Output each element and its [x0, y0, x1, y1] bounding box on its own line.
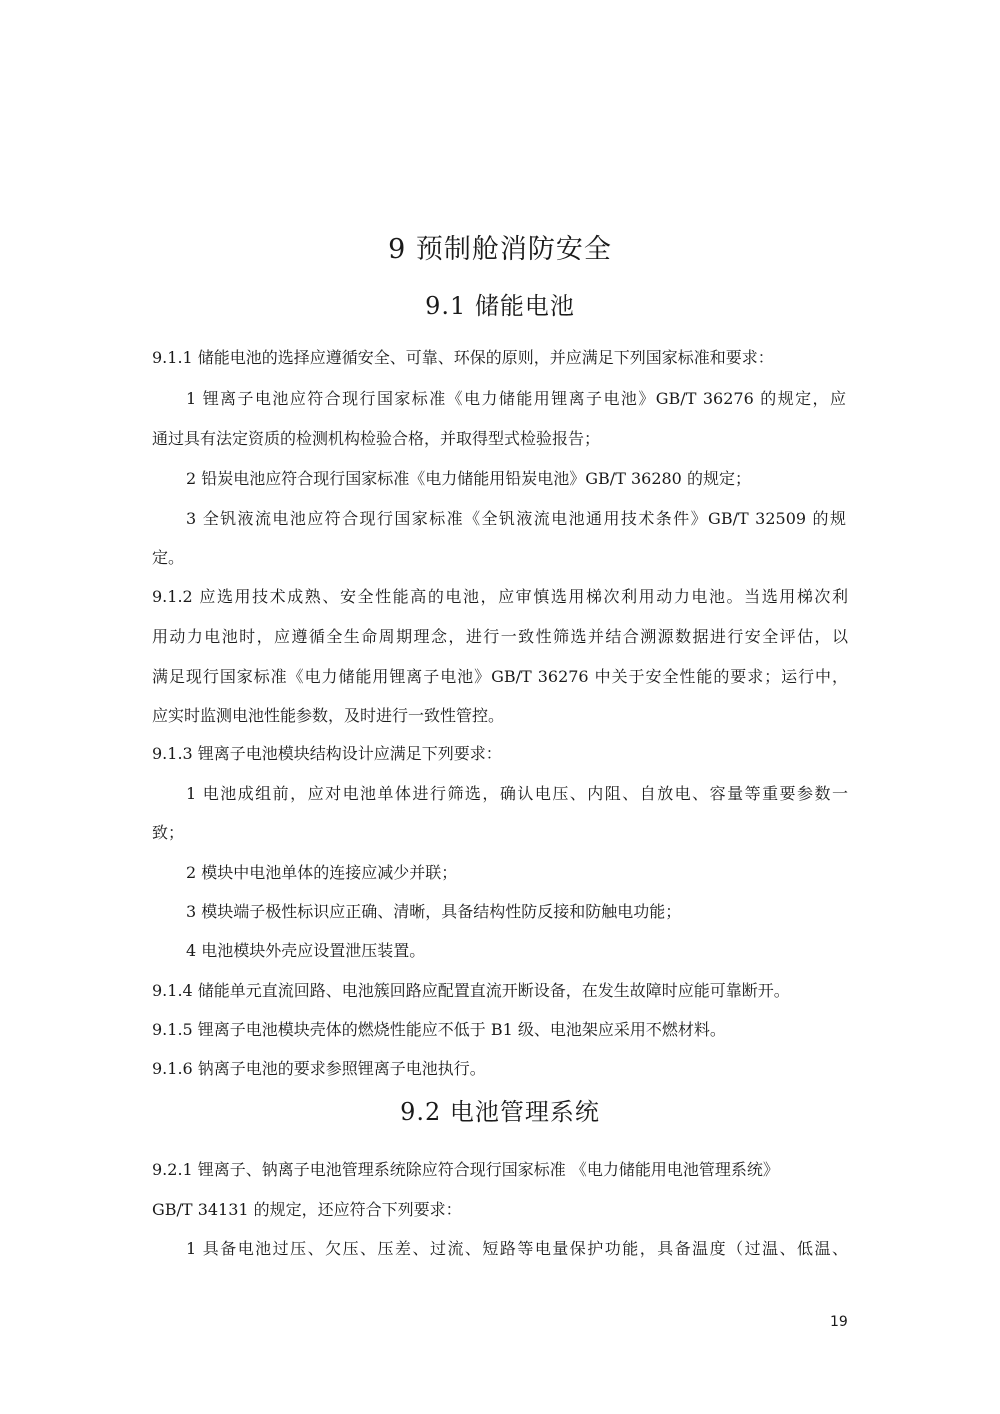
section-title-9-1: 9.1 储能电池 — [425, 292, 575, 320]
page-number: 19 — [830, 1314, 848, 1330]
clause-9-1-1: 9.1.1 储能电池的选择应遵循安全、可靠、环保的原则，并应满足下列国家标准和要求： — [152, 348, 774, 367]
item-9-1-1-3: 3 全钒液流电池应符合现行国家标准《全钒液流电池通用技术条件》GB/T 32509 的规 — [186, 509, 846, 528]
item-9-2-1-1: 1 具备电池过压、欠压、压差、过流、短路等电量保护功能，具备温度（过温、低温、 — [186, 1239, 848, 1258]
item-9-1-1-2: 2 铅炭电池应符合现行国家标准《电力储能用铅炭电池》GB/T 36280 的规定； — [186, 469, 751, 488]
section-title-9-2: 9.2 电池管理系统 — [400, 1098, 600, 1126]
clause-9-1-2-line-4: 应实时监测电池性能参数，及时进行一致性管控。 — [152, 706, 505, 725]
item-9-1-3-1-continued: 致； — [152, 823, 185, 842]
item-9-1-3-1: 1 电池成组前，应对电池单体进行筛选，确认电压、内阻、自放电、容量等重要参数一 — [186, 784, 848, 803]
item-9-1-1-3-continued: 定。 — [152, 548, 185, 567]
item-9-1-3-4: 4 电池模块外壳应设置泄压装置。 — [186, 941, 426, 960]
clause-9-1-2: 9.1.2 应选用技术成熟、安全性能高的电池，应审慎选用梯次利用动力电池。当选用梯次利 — [152, 587, 848, 606]
item-9-1-1-1: 1 锂离子电池应符合现行国家标准《电力储能用锂离子电池》GB/T 36276 的规定，应 — [186, 389, 846, 408]
clause-9-1-3: 9.1.3 锂离子电池模块结构设计应满足下列要求： — [152, 744, 502, 763]
chapter-title: 9 预制舱消防安全 — [388, 234, 612, 265]
clause-9-1-6: 9.1.6 钠离子电池的要求参照锂离子电池执行。 — [152, 1059, 486, 1078]
clause-9-1-2-line-2: 用动力电池时，应遵循全生命周期理念，进行一致性筛选并结合溯源数据进行安全评估，以 — [152, 627, 848, 646]
clause-9-1-4: 9.1.4 储能单元直流回路、电池簇回路应配置直流开断设备，在发生故障时应能可靠断开。 — [152, 981, 790, 1000]
clause-9-2-1-continued: GB/T 34131 的规定，还应符合下列要求： — [152, 1200, 462, 1219]
item-9-1-3-3: 3 模块端子极性标识应正确、清晰，具备结构性防反接和防触电功能； — [186, 902, 682, 921]
item-9-1-3-2: 2 模块中电池单体的连接应减少并联； — [186, 863, 458, 882]
clause-9-1-2-line-3: 满足现行国家标准《电力储能用锂离子电池》GB/T 36276 中关于安全性能的要求；运行中， — [152, 667, 848, 686]
item-9-1-1-1-continued: 通过具有法定资质的检测机构检验合格，并取得型式检验报告； — [152, 429, 601, 448]
clause-9-2-1: 9.2.1 锂离子、钠离子电池管理系统除应符合现行国家标准 《电力储能用电池管理系统》 — [152, 1160, 779, 1179]
clause-9-1-5: 9.1.5 锂离子电池模块壳体的燃烧性能应不低于 B1 级、电池架应采用不燃材料。 — [152, 1020, 726, 1039]
